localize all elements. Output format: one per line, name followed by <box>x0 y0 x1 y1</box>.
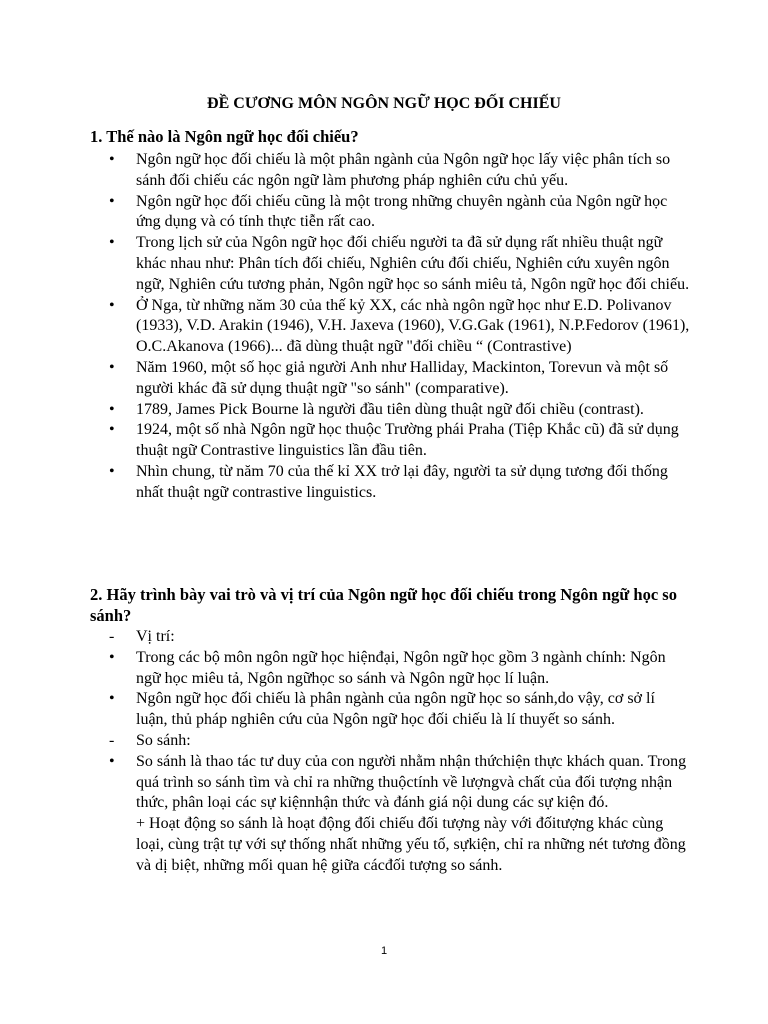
bullet-marker: • <box>109 690 115 708</box>
item-text: Ngôn ngữ học đối chiếu là một phân ngành của Ngôn ngữ học lấy việc phân tích so sánh đối chiếu các ngôn ngữ làm phương pháp nghiên cứu chủ yếu. <box>136 151 671 189</box>
section-1-item <box>90 150 690 192</box>
item-text: Vị trí: <box>136 628 175 645</box>
bullet-marker: • <box>109 752 115 770</box>
item-text: Ở Nga, từ những năm 30 của thế kỷ XX, các nhà ngôn ngữ học như E.D. Polivanov (1933), V.D. Arakin (1946), V.H. Jaxeva (1960), V.G.Gak (1961), N.P.Fedorov (1961), O.C.Akanova (1966)... đã dùng thuật ngữ "đối chiều “ (Contrastive) <box>136 296 690 356</box>
bullet-marker: • <box>109 462 115 480</box>
page-number: 1 <box>380 945 388 957</box>
section-2-item <box>90 731 690 752</box>
item-text: 1924, một số nhà Ngôn ngữ học thuộc Trường phái Praha (Tiệp Khắc cũ) đã sử dụng thuật ngữ Contrastive linguistics lần đầu tiên. <box>136 421 679 460</box>
bullet-marker: • <box>109 648 115 666</box>
section-1-item <box>90 233 690 295</box>
section-2-item <box>90 689 690 731</box>
item-text: Năm 1960, một số học giả người Anh như Halliday, Mackinton, Torevun và một số người khác đã sử dụng thuật ngữ "so sánh" (comparative). <box>136 358 669 397</box>
section-1-item <box>90 192 690 234</box>
bullet-marker: • <box>109 192 115 210</box>
section-1-list <box>90 150 690 504</box>
item-text: 1789, James Pick Bourne là người đầu tiên dùng thuật ngữ đối chiều (contrast). <box>136 400 644 418</box>
section-2-item <box>90 627 690 648</box>
document-title: ĐỀ CƯƠNG MÔN NGÔN NGỮ HỌC ĐỐI CHIẾU <box>207 95 561 112</box>
item-text: Ngôn ngữ học đối chiếu cũng là một trong những chuyên ngành của Ngôn ngữ học ứng dụng và có tính thực tiễn rất cao. <box>136 192 668 231</box>
bullet-marker: • <box>109 400 115 418</box>
item-text: Nhìn chung, từ năm 70 của thế kỉ XX trở lại đây, người ta sử dụng tương đối thống nhất thuật ngữ contrastive linguistics. <box>136 462 668 501</box>
section-2-list <box>90 627 690 877</box>
bullet-marker: • <box>109 358 115 376</box>
section-1-item <box>90 400 690 421</box>
bullet-marker: • <box>109 234 115 252</box>
bullet-marker: • <box>109 151 115 168</box>
item-text: So sánh là thao tác tư duy của con người nhằm nhận thứchiện thực khách quan. Trong quá trình so sánh tìm và chỉ ra những thuộctính về lượngvà chất của đối tượng nhận thức, phân loại các sự kiệnnhận thức và đánh giá nội dung các sự kiện đó. <box>136 752 687 812</box>
section-1-item <box>90 358 690 400</box>
section-1-item <box>90 420 690 462</box>
bullet-marker: • <box>109 296 115 314</box>
section-1-item <box>90 296 690 358</box>
section-1-item <box>90 462 690 504</box>
item-text: Trong các bộ môn ngôn ngữ học hiệnđại, Ngôn ngữ học gồm 3 ngành chính: Ngôn ngữ học miêu tả, Ngôn ngữhọc so sánh và Ngôn ngữ học lí luận. <box>136 648 666 687</box>
item-text: Ngôn ngữ học đối chiếu là phân ngành của ngôn ngữ học so sánh,do vậy, cơ sở lí luận, thủ pháp nghiên cứu của Ngôn ngữ học đối chiếu là lí thuyết so sánh. <box>136 690 655 729</box>
section-2-item <box>90 752 690 877</box>
item-text: + Hoạt động so sánh là hoạt động đối chiếu đối tượng này với đốitượng khác cùng loại, cùng trật tự với sự thống nhất những yếu tố, sựkiện, chỉ ra những nét tương đồng và dị biệt, những mối quan hệ giữa cácđối tượng so sánh. <box>136 815 686 874</box>
section-2-heading: 2. Hãy trình bày vai trò và vị trí của Ngôn ngữ học đối chiếu trong Ngôn ngữ học so sánh? <box>90 585 677 625</box>
dash-marker: - <box>109 628 115 645</box>
dash-marker: - <box>109 731 115 749</box>
section-2-item <box>90 648 690 690</box>
section-1-heading: 1. Thế nào là Ngôn ngữ học đối chiếu? <box>90 127 359 146</box>
item-text: Trong lịch sử của Ngôn ngữ học đối chiếu người ta đã sử dụng rất nhiều thuật ngữ khác nhau như: Phân tích đối chiếu, Nghiên cứu đối chiếu, Nghiên cứu xuyên ngôn ngữ, Nghiên cứu tương phản, Ngôn ngữ học so sánh miêu tả, Ngôn ngữ học đối chiếu. <box>136 234 690 293</box>
bullet-marker: • <box>109 421 115 439</box>
item-text: So sánh: <box>136 731 191 749</box>
